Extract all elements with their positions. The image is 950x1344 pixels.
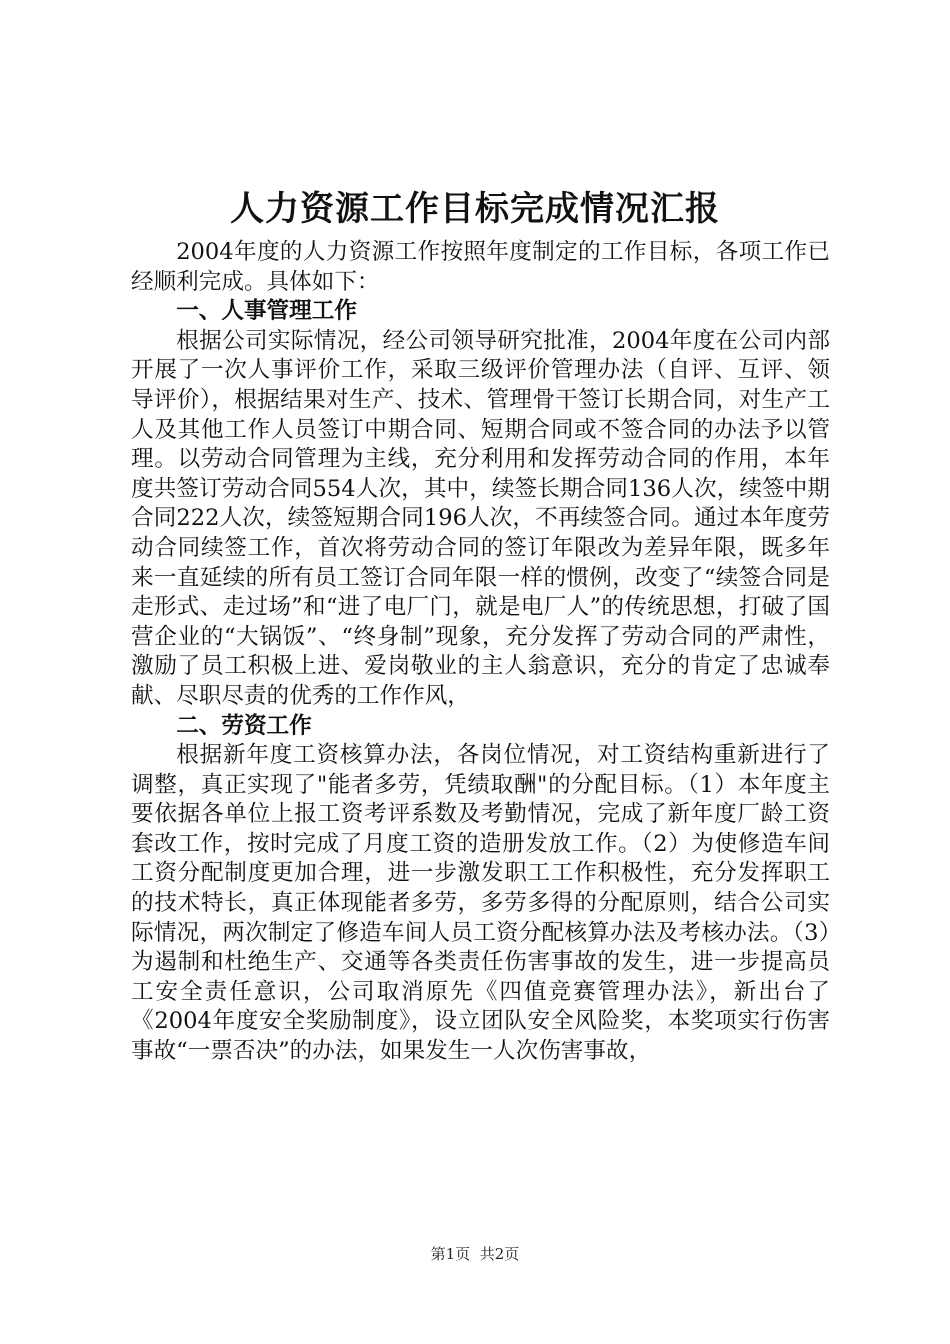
section-paragraph-labor-wages: 根据新年度工资核算办法，各岗位情况，对工资结构重新进行了调整，真正实现了"能者多劳，凭绩取酬"的分配目标。（1）本年度主要依据各单位上报工资考评系数及考勤情况，完成了新年度厂龄工资套改工作，按时完成了月度工资的造册发放工作。（2）为使修造车间工资分配制度更加合理，进一步激发职工工作积极性，充分发挥职工的技术特长，真正体现能者多劳，多劳多得的分配原则，结合公司实际情况，两次制定了修造车间人员工资分配核算办法及考核办法。（3）为遏制和杜绝生产、交通等各类责任伤害事故的发生，进一步提高员工安全责任意识，公司取消原先《四值竞赛管理办法》，新出台了《2004年度安全奖励制度》，设立团队安全风险奖，本奖项实行伤害事故“一票否决”的办法，如果发生一人次伤害事故， — [131, 742, 830, 1065]
page-number: 第1页 — [430, 1245, 471, 1263]
section-paragraph-personnel: 根据公司实际情况，经公司领导研究批准，2004年度在公司内部开展了一次人事评价工作，采取三级评价管理办法（自评、互评、领导评价），根据结果对生产、技术、管理骨干签订长期合同，对生产工人及其他工作人员签订中期合同、短期合同或不签合同的办法予以管理。以劳动合同管理为主线，充分利用和发挥劳动合同的作用，本年度共签订劳动合同554人次，其中，续签长期合同136人次，续签中期合同222人次，续签短期合同196人次，不再续签合同。通过本年度劳动合同续签工作，首次将劳动合同的签订年限改为差异年限，既多年来一直延续的所有员工签订合同年限一样的惯例，改变了“续签合同是走形式、走过场”和“进了电厂门，就是电厂人”的传统思想，打破了国营企业的“大锅饭”、“终身制”现象，充分发挥了劳动合同的严肃性，激励了员工积极上进、爱岗敬业的主人翁意识，充分的肯定了忠诚奉献、尽职尽责的优秀的工作作风， — [131, 327, 830, 709]
section-heading-personnel: 一、人事管理工作 — [176, 298, 357, 325]
page-footer — [0, 1244, 950, 1264]
section-heading-labor-wages: 二、劳资工作 — [176, 712, 312, 739]
page-total: 共2页 — [479, 1245, 520, 1263]
intro-paragraph: 2004年度的人力资源工作按照年度制定的工作目标，各项工作已经顺利完成。具体如下： — [131, 239, 830, 295]
document-body — [131, 238, 830, 1067]
document-title: 人力资源工作目标完成情况汇报 — [230, 189, 720, 229]
